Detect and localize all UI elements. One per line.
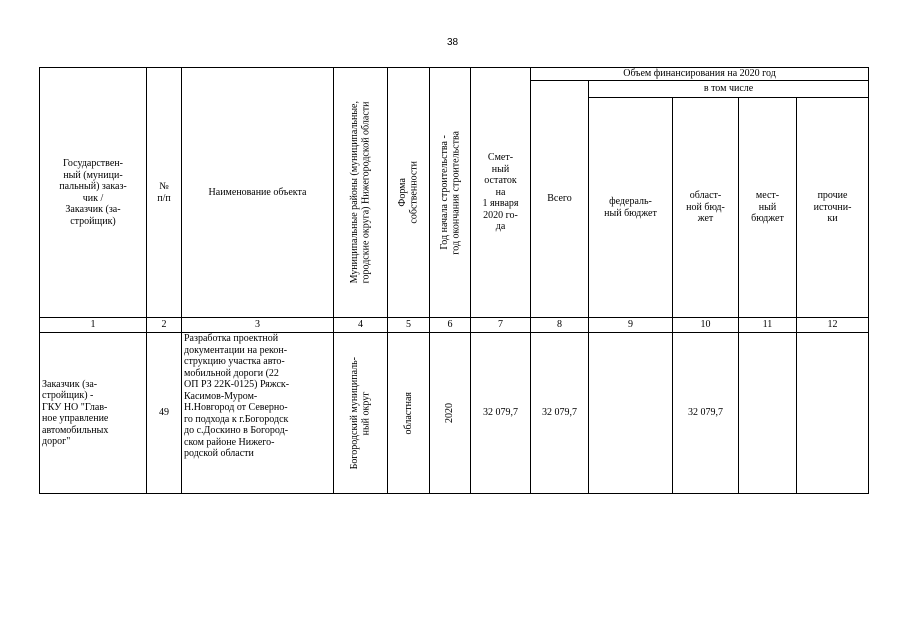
header-regional: област- ной бюд- жет (673, 98, 739, 318)
row-ownership: областная (402, 391, 414, 435)
row-ownership-cell (388, 333, 430, 494)
header-federal: федераль- ный бюджет (589, 98, 673, 318)
column-number: 10 (673, 318, 739, 333)
header-years: Год начала строительства - год окончания строительства (438, 130, 461, 255)
header-including: в том числе (589, 81, 869, 98)
header-ownership: Форма собственности (397, 161, 420, 224)
header-customer: Государствен- ный (муници- пальный) заказ- чик / Заказчик (за- стройщик) (40, 68, 147, 318)
header-total: Всего (531, 81, 589, 318)
header-other: прочие источни- ки (797, 98, 869, 318)
header-ownership-cell (388, 68, 430, 318)
row-number: 49 (147, 333, 182, 494)
header-financing-group: Объем финансирования на 2020 год (531, 68, 869, 81)
row-federal (589, 333, 673, 494)
row-year-cell (430, 333, 471, 494)
row-regional: 32 079,7 (673, 333, 739, 494)
header-years-cell (430, 68, 471, 318)
row-other (797, 333, 869, 494)
column-number: 8 (531, 318, 589, 333)
header-object-name: Наименование объекта (182, 68, 334, 318)
column-number: 6 (430, 318, 471, 333)
column-number: 7 (471, 318, 531, 333)
header-districts: Муниципальные районы (муниципальные, городские округа) Нижегородской области (349, 101, 372, 284)
table-row (40, 333, 869, 494)
row-district-cell (334, 333, 388, 494)
column-number: 1 (40, 318, 147, 333)
row-district: Богородский муниципаль- ный округ (349, 356, 372, 470)
column-number: 3 (182, 318, 334, 333)
header-local: мест- ный бюджет (739, 98, 797, 318)
column-number: 4 (334, 318, 388, 333)
column-number: 2 (147, 318, 182, 333)
row-customer: Заказчик (за- стройщик) - ГКУ НО "Глав- ное управление автомобильных дорог" (40, 333, 147, 494)
page-number: 38 (446, 37, 459, 48)
column-number: 11 (739, 318, 797, 333)
column-number: 9 (589, 318, 673, 333)
row-remainder: 32 079,7 (471, 333, 531, 494)
row-local (739, 333, 797, 494)
row-year: 2020 (444, 403, 456, 423)
column-number: 12 (797, 318, 869, 333)
header-number: № п/п (147, 68, 182, 318)
row-total: 32 079,7 (531, 333, 589, 494)
header-districts-cell (334, 68, 388, 318)
column-number: 5 (388, 318, 430, 333)
financing-table (39, 67, 869, 494)
row-object-name: Разработка проектной документации на рекон- струкцию участка авто- мобильной дороги (22 ОП РЗ 22К-0125) Ряжск- Касимов-Муром- Н.Новгород от Северно- го подхода к г.Богородск до с.Доскино в Богород- ском районе Нижего- родской области (182, 333, 334, 494)
header-remainder: Смет- ный остаток на 1 января 2020 го- да (471, 68, 531, 318)
